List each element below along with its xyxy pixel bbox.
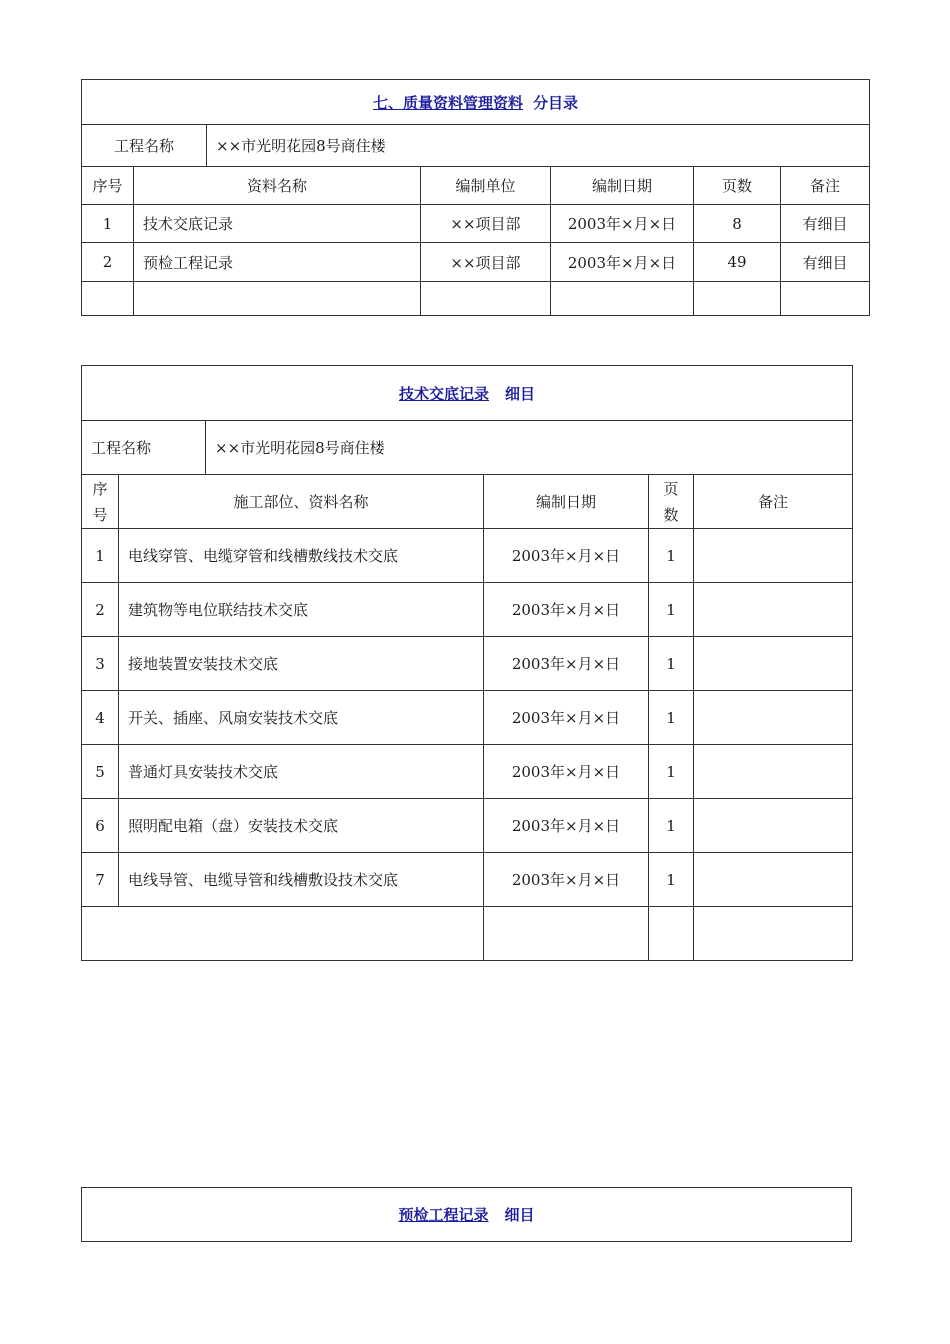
row-pages: 49: [694, 243, 781, 282]
table-row: [82, 637, 853, 691]
row-pages: 1: [649, 529, 694, 583]
row-pages: 1: [649, 745, 694, 799]
summary-title-link[interactable]: 七、质量资料管理资料: [373, 93, 524, 112]
row-unit: ××项目部: [421, 205, 551, 243]
header-date: 编制日期: [484, 475, 649, 529]
header-no: 序 号: [82, 475, 119, 529]
row-no: 6: [82, 799, 119, 853]
detail-table-preinspection: [81, 1187, 852, 1242]
empty-row: [82, 282, 870, 316]
summary-table: [81, 79, 870, 316]
detail-table-tech: [81, 365, 853, 961]
detail1-project-name: ××市光明花园8号商住楼: [206, 421, 853, 475]
row-pages: 1: [649, 637, 694, 691]
detail2-title: [82, 1188, 852, 1242]
summary-title-suffix: 分目录: [533, 93, 579, 112]
row-date: 2003年×月×日: [484, 637, 649, 691]
detail1-project-label: 工程名称: [82, 421, 206, 475]
table-row: [82, 853, 853, 907]
header-name: 施工部位、资料名称: [119, 475, 484, 529]
detail1-title: [82, 366, 853, 421]
row-pages: 1: [649, 583, 694, 637]
summary-title: [82, 80, 870, 125]
detail1-title-suffix: 细目: [505, 384, 536, 403]
detail2-title-suffix: 细目: [504, 1206, 535, 1224]
table-row: [82, 691, 853, 745]
header-note: 备注: [694, 475, 853, 529]
table-row: [82, 745, 853, 799]
header-unit: 编制单位: [421, 167, 551, 205]
row-name: 普通灯具安装技术交底: [119, 745, 484, 799]
row-note: 有细目: [781, 243, 870, 282]
row-name: 预检工程记录: [134, 243, 421, 282]
header-name: 资料名称: [134, 167, 421, 205]
table-row: [82, 529, 853, 583]
row-no: 2: [82, 243, 134, 282]
row-no: 1: [82, 205, 134, 243]
row-note: [694, 691, 853, 745]
row-date: 2003年×月×日: [484, 799, 649, 853]
row-pages: 1: [649, 691, 694, 745]
row-name: 建筑物等电位联结技术交底: [119, 583, 484, 637]
row-name: 接地装置安装技术交底: [119, 637, 484, 691]
header-pages: 页 数: [649, 475, 694, 529]
row-note: [694, 745, 853, 799]
row-date: 2003年×月×日: [484, 583, 649, 637]
row-no: 4: [82, 691, 119, 745]
row-date: 2003年×月×日: [551, 243, 694, 282]
summary-header-row: [82, 167, 870, 205]
table-row: [82, 243, 870, 282]
row-note: [694, 637, 853, 691]
row-name: 电线导管、电缆导管和线槽敷设技术交底: [119, 853, 484, 907]
row-date: 2003年×月×日: [484, 853, 649, 907]
summary-project-name: ××市光明花园8号商住楼: [207, 125, 870, 167]
summary-project-label: 工程名称: [82, 125, 207, 167]
header-no: 序号: [82, 167, 134, 205]
row-no: 1: [82, 529, 119, 583]
row-date: 2003年×月×日: [484, 529, 649, 583]
row-date: 2003年×月×日: [551, 205, 694, 243]
row-note: [694, 799, 853, 853]
row-unit: ××项目部: [421, 243, 551, 282]
detail2-title-link[interactable]: 预检工程记录: [398, 1206, 489, 1224]
row-date: 2003年×月×日: [484, 745, 649, 799]
row-pages: 1: [649, 853, 694, 907]
row-no: 5: [82, 745, 119, 799]
empty-row: [82, 907, 853, 961]
header-note: 备注: [781, 167, 870, 205]
table-row: [82, 799, 853, 853]
row-no: 2: [82, 583, 119, 637]
row-note: [694, 853, 853, 907]
row-name: 技术交底记录: [134, 205, 421, 243]
row-note: 有细目: [781, 205, 870, 243]
row-pages: 1: [649, 799, 694, 853]
header-pages: 页数: [694, 167, 781, 205]
row-pages: 8: [694, 205, 781, 243]
row-note: [694, 583, 853, 637]
row-no: 7: [82, 853, 119, 907]
header-date: 编制日期: [551, 167, 694, 205]
table-row: [82, 583, 853, 637]
row-name: 电线穿管、电缆穿管和线槽敷线技术交底: [119, 529, 484, 583]
table-row: [82, 205, 870, 243]
row-no: 3: [82, 637, 119, 691]
detail1-header-row: [82, 475, 853, 529]
row-name: 开关、插座、风扇安装技术交底: [119, 691, 484, 745]
row-date: 2003年×月×日: [484, 691, 649, 745]
detail1-title-link[interactable]: 技术交底记录: [399, 384, 490, 403]
row-note: [694, 529, 853, 583]
row-name: 照明配电箱（盘）安装技术交底: [119, 799, 484, 853]
